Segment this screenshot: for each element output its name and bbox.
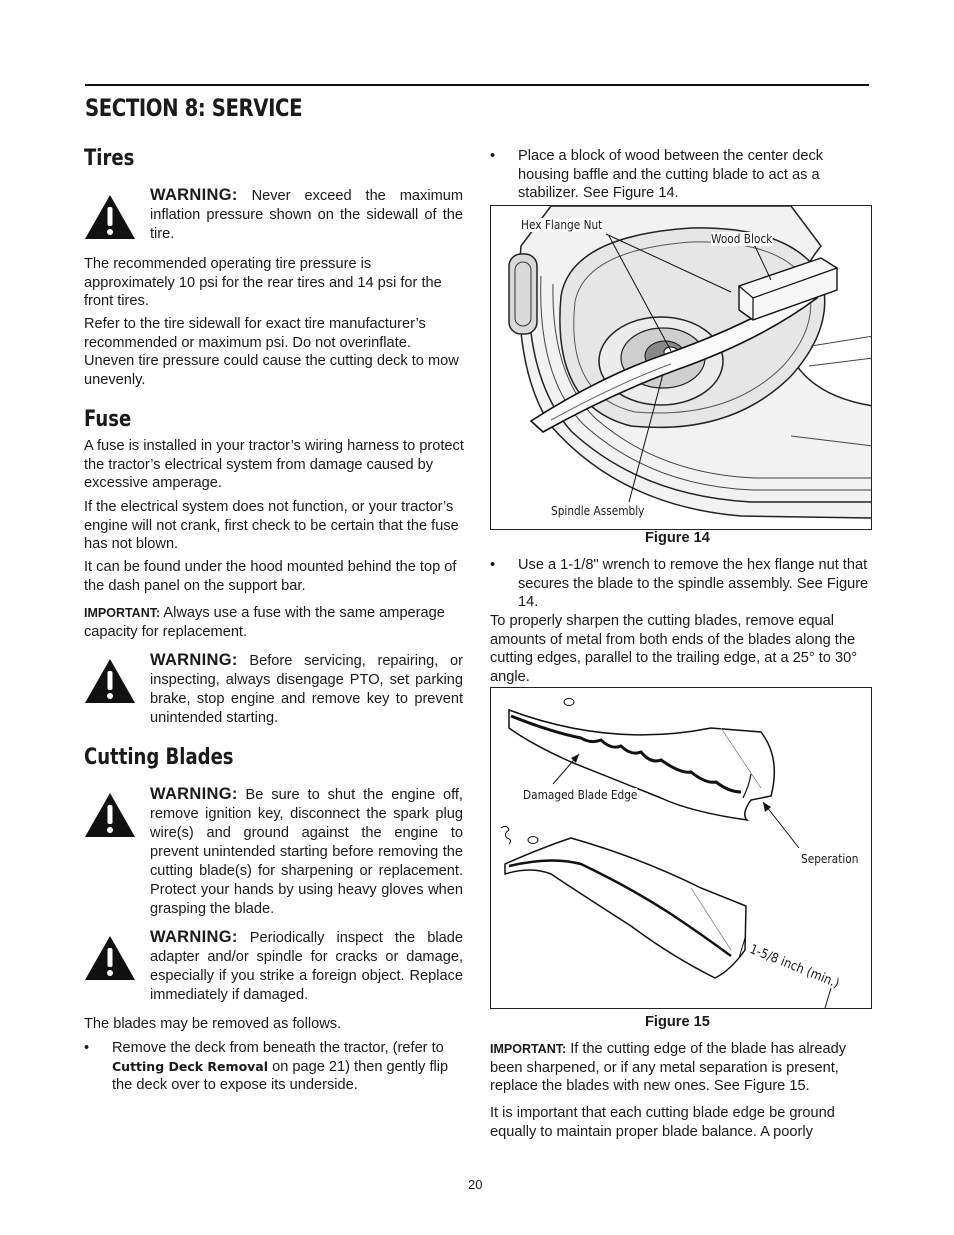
warning-icon <box>83 193 137 241</box>
warning-icon <box>83 934 137 982</box>
list-item <box>490 147 870 205</box>
warning-icon <box>83 657 137 705</box>
bullet-dot: • <box>84 1040 90 1056</box>
callout-minimum-width: 1-5/8 inch (min.) <box>747 942 842 992</box>
callout-hex-flange-nut: Hex Flange Nut <box>521 218 603 232</box>
tires-warning <box>150 186 463 244</box>
blades-warning-1 <box>150 785 463 919</box>
warning-text: Periodically inspect the blade adapter and/or spindle for cracks or damage, especially if you strike a foreign object. Replace immediately if damaged. <box>150 930 463 1003</box>
important-label: IMPORTANT: <box>490 1042 567 1056</box>
list-item-text <box>112 1039 466 1095</box>
warning-label: WARNING: <box>150 928 238 946</box>
blades-warning-2 <box>150 928 463 1005</box>
sharpen-paragraph: To properly sharpen the cutting blades, remove equal amounts of metal from both ends of the blades along the cutting edges, parallel to the trailing edge, at a 25° to 30° angle. <box>490 613 858 685</box>
figure-15-caption: Figure 15 <box>645 1014 710 1030</box>
warning-text: Never exceed the maximum inflation pressure shown on the sidewall of the tire. <box>150 188 463 242</box>
top-rule <box>85 84 869 86</box>
blades-intro: The blades may be removed as follows. <box>84 1016 342 1032</box>
cutting-blades-heading: Cutting Blades <box>84 745 234 770</box>
figure-14-caption: Figure 14 <box>645 530 710 546</box>
fuse-important <box>84 604 464 641</box>
cross-reference-link[interactable]: Cutting Deck Removal <box>112 1058 269 1074</box>
list-item <box>84 1039 466 1099</box>
page-number: 20 <box>468 1177 483 1192</box>
important-text: Always use a fuse with the same amperage capacity for replacement. <box>84 605 445 640</box>
tires-heading: Tires <box>84 146 135 171</box>
callout-separation: Seperation <box>801 852 859 866</box>
warning-text: Be sure to shut the engine off, remove ignition key, disconnect the spark plug wire(s) and ground against the engine to prevent unintended starting before removing the cutting blade(s) for sharpening or replacement. Protect your hands by using heavy gloves when grasping the blade. <box>150 787 463 917</box>
blades-important <box>490 1040 870 1096</box>
callout-damaged-blade-edge: Damaged Blade Edge <box>523 788 638 802</box>
list-item <box>490 556 870 614</box>
tires-paragraph-1: The recommended operating tire pressure is approximately 10 psi for the rear tires and 14 psi for the front tires. <box>84 256 442 310</box>
bullet-text: Remove the deck from beneath the tractor, (refer to <box>112 1040 444 1056</box>
balance-paragraph: It is important that each cutting blade edge be ground equally to maintain proper blade balance. A poorly <box>490 1105 835 1140</box>
important-text: If the cutting edge of the blade has already been sharpened, or if any metal separation is present, replace the blades with new ones. See Figure 15. <box>490 1041 847 1095</box>
figure-14 <box>490 205 872 530</box>
fuse-paragraph-2: If the electrical system does not function, or your tractor’s engine will not crank, first check to be certain that the fuse has not blown. <box>84 499 459 553</box>
warning-label: WARNING: <box>150 785 238 803</box>
list-item-text: Place a block of wood between the center deck housing baffle and the cutting blade to act as a stabilizer. See Figure 14. <box>518 148 824 202</box>
fuse-paragraph-3: It can be found under the hood mounted behind the top of the dash panel on the support bar. <box>84 559 457 594</box>
fuse-heading: Fuse <box>84 407 132 432</box>
deck-underside-illustration <box>491 206 872 530</box>
fuse-paragraph-1: A fuse is installed in your tractor’s wiring harness to protect the tractor’s electrical system from damage caused by excessive amperage. <box>84 438 464 492</box>
callout-spindle-assembly: Spindle Assembly <box>551 504 645 518</box>
tires-paragraph-2: Refer to the tire sidewall for exact tire manufacturer’s recommended or maximum psi. Do not overinflate. Uneven tire pressure could cause the cutting deck to mow unevenly. <box>84 316 459 388</box>
important-label: IMPORTANT: <box>84 606 161 620</box>
warning-text: Before servicing, repairing, or inspecting, always disengage PTO, set parking brake, stop engine and remove key to prevent unintended starting. <box>150 653 463 726</box>
bullet-text: on page 21) then gently flip the deck over to expose its underside. <box>112 1058 449 1094</box>
bullet-dot: • <box>490 557 496 573</box>
warning-icon <box>83 791 137 839</box>
section-title: SECTION 8: SERVICE <box>85 94 303 122</box>
blade-comparison-illustration <box>491 688 872 1009</box>
fuse-warning <box>150 651 463 728</box>
bullet-dot: • <box>490 148 496 164</box>
warning-label: WARNING: <box>150 651 238 669</box>
callout-wood-block: Wood Block <box>711 232 773 246</box>
warning-label: WARNING: <box>150 186 238 204</box>
figure-15 <box>490 687 872 1009</box>
list-item-text: Use a 1-1/8" wrench to remove the hex flange nut that secures the blade to the spindle assembly. See Figure 14. <box>518 557 869 611</box>
